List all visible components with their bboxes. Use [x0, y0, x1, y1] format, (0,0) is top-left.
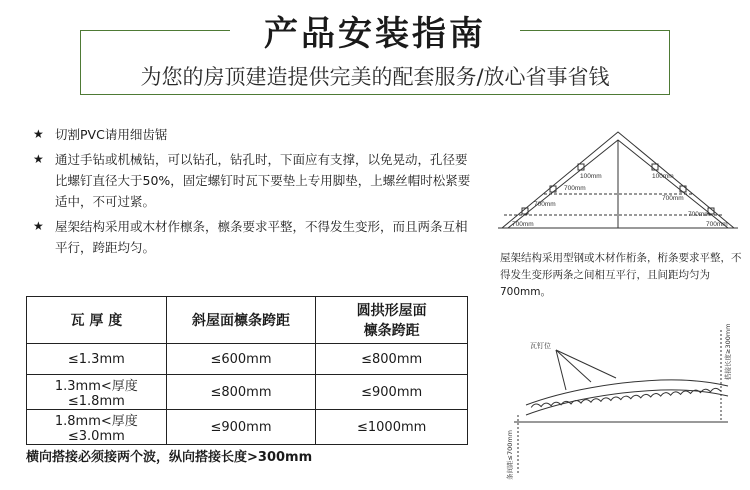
- truss-label: 100mm: [580, 173, 602, 180]
- span-spec-table: [26, 296, 468, 445]
- cell-thickness: 1.3mm<厚度≤1.8mm: [27, 375, 167, 410]
- cell-sloped: ≤800mm: [166, 375, 316, 410]
- note-item: [33, 216, 473, 258]
- cell-arched: ≤800mm: [316, 344, 468, 375]
- cell-arched: ≤900mm: [316, 375, 468, 410]
- note-text: 通过手钻或机械钻，可以钻孔，钻孔时，下面应有支撑，以免晃动，孔径要比螺钉直径大于50%，固定螺钉时瓦下要垫上专用脚垫，上螺丝帽时松紧要适中，不可过紧。: [55, 152, 471, 209]
- spacing-label: 条间距≤700mm: [506, 429, 514, 480]
- nail-leader: [556, 350, 616, 378]
- note-text: 切割PVC请用细齿锯: [55, 127, 168, 142]
- diagram-description: 屋架结构采用型钢或木材作桁条，桁条要求平整，不得发生变形两条之间相互平行，且间距均匀为700mm。: [500, 252, 742, 298]
- note-item: [33, 149, 473, 212]
- overlap-note: 横向搭接必须接两个波，纵向搭接长度>300mm: [26, 450, 313, 465]
- truss-label: 700mm: [662, 195, 684, 202]
- nail-label: 瓦钉位: [530, 342, 551, 350]
- nail-leader: [556, 350, 591, 382]
- truss-diagram: [492, 120, 744, 245]
- star-icon: ★: [33, 152, 44, 166]
- nail-leader: [556, 350, 566, 390]
- cell-thickness: ≤1.3mm: [27, 344, 167, 375]
- star-icon: ★: [33, 219, 44, 233]
- note-text: 屋架结构采用或木材作檩条，檩条要求平整，不得发生变形，而且两条互相平行，跨距均匀。: [55, 219, 468, 255]
- install-notes: [33, 124, 473, 262]
- truss-label: 700mm: [688, 211, 710, 218]
- overlap-label: 搭接长度≥300mm: [724, 323, 732, 380]
- star-icon: ★: [33, 127, 44, 141]
- header-arched-span: 圆拱形屋面 檩条跨距: [316, 297, 468, 344]
- truss-label: 100mm: [652, 173, 674, 180]
- page-title: 产品安装指南: [264, 14, 486, 54]
- table-row: [27, 410, 468, 445]
- truss-label: 700mm: [534, 201, 556, 208]
- truss-label: 700mm: [512, 221, 534, 228]
- header-sloped-span: 斜屋面檩条跨距: [166, 297, 316, 344]
- cell-sloped: ≤600mm: [166, 344, 316, 375]
- cell-thickness: 1.8mm<厚度≤3.0mm: [27, 410, 167, 445]
- page-subtitle: 为您的房顶建造提供完美的配套服务/放心省事省钱: [140, 65, 610, 89]
- table-row: [27, 344, 468, 375]
- truss-label: 700mm: [706, 221, 728, 228]
- note-item: [33, 124, 473, 145]
- roof-section-diagram: [496, 320, 746, 485]
- table-header-row: [27, 297, 468, 344]
- cell-arched: ≤1000mm: [316, 410, 468, 445]
- truss-label: 700mm: [564, 185, 586, 192]
- table-row: [27, 375, 468, 410]
- header-thickness: 瓦 厚 度: [27, 297, 167, 344]
- cell-sloped: ≤900mm: [166, 410, 316, 445]
